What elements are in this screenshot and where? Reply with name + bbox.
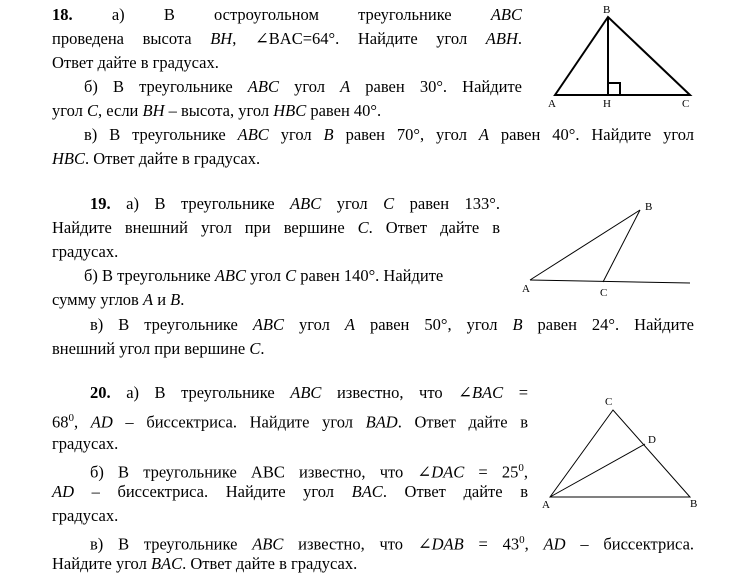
fig18-label-C: C xyxy=(682,98,690,110)
p20-line-7: в) В треугольнике ABC известно, что ∠DAB = $43^0$, AD – биссектриса. xyxy=(90,534,695,554)
p18-line-3: Ответ дайте в градусах. xyxy=(52,53,219,72)
p20-line-6: градусах. xyxy=(52,506,119,525)
italic-term: BAC xyxy=(150,554,183,573)
p19-line-4: б) В треугольнике ABC угол C равен 140°. Найдите xyxy=(84,266,444,285)
p19-line-2: Найдите внешний угол при вершине C. Ответ дайте в xyxy=(52,218,500,237)
fig20-label-A: A xyxy=(542,499,550,511)
p18-line-1-text: а) В остроугольном треугольнике ABC xyxy=(111,5,522,24)
italic-term: C xyxy=(285,266,297,285)
italic-term: ABC xyxy=(237,125,269,144)
italic-term: BH xyxy=(142,101,165,120)
italic-term: HBC xyxy=(273,101,307,120)
italic-term: AD xyxy=(90,412,113,432)
p19-line-3: градусах. xyxy=(52,242,119,261)
italic-term: B xyxy=(170,290,181,309)
italic-term: HBC xyxy=(52,149,85,168)
p18-number: 18. xyxy=(52,5,73,24)
italic-term: ABC xyxy=(214,266,247,285)
degree-superscript: 0 xyxy=(518,462,524,474)
italic-term: A xyxy=(478,125,489,144)
fig18-label-A: A xyxy=(548,98,556,110)
p19-line-1-text: а) В треугольнике ABC угол C равен 133°. xyxy=(126,194,501,213)
italic-term: ABC xyxy=(252,534,284,554)
fig20-label-C: C xyxy=(605,396,613,408)
fig20-label-D: D xyxy=(648,434,656,446)
italic-term: BAC xyxy=(351,482,383,501)
p20-line-1-text: а) В треугольнике ABC известно, что ∠BAC = xyxy=(126,383,529,402)
degree-superscript: 0 xyxy=(519,534,525,546)
italic-term: ABC xyxy=(290,194,322,213)
p18-line-7: HBC. Ответ дайте в градусах. xyxy=(52,149,261,168)
italic-term: ABC xyxy=(490,5,522,24)
italic-term: ABC xyxy=(252,315,284,334)
figure-18-triangle xyxy=(548,4,690,110)
italic-term: C xyxy=(357,218,369,237)
p20-line-5: AD – биссектриса. Найдите угол BAC. Ответ дайте в xyxy=(52,482,528,501)
p20-line-4: б) В треугольнике ABC известно, что ∠DAC = $25^0$, xyxy=(90,462,528,482)
italic-term: ∠DAC xyxy=(417,462,465,482)
degree-superscript: 0 xyxy=(68,412,74,424)
italic-term: ∠BAC xyxy=(458,383,504,402)
italic-term: A xyxy=(344,315,355,334)
fig19-label-A: A xyxy=(522,283,530,295)
p18-line-2: проведена высота BH, ∠BAC=64°. Найдите угол ABH. xyxy=(52,29,522,48)
fig18-label-B: B xyxy=(603,4,611,16)
p20-line-8: Найдите угол BAC. Ответ дайте в градусах. xyxy=(52,554,358,573)
p19-line-7: внешний угол при вершине C. xyxy=(52,339,265,358)
p20-number: 20. xyxy=(90,383,111,402)
p19-line-6: в) В треугольнике ABC угол A равен 50°, угол B равен 24°. Найдите xyxy=(90,315,694,334)
p20-line-3: градусах. xyxy=(52,434,119,453)
italic-term: C xyxy=(249,339,261,358)
p18-line-4: б) В треугольнике ABC угол A равен 30°. Найдите xyxy=(84,77,522,96)
fig19-label-C: C xyxy=(600,287,608,299)
fig19-label-B: B xyxy=(645,201,653,213)
p18-line-5: угол C, если BH – высота, угол HBC равен 40°. xyxy=(52,101,382,120)
italic-term: AD xyxy=(52,482,74,501)
italic-term: ABC xyxy=(247,77,279,96)
p18-line-6: в) В треугольнике ABC угол B равен 70°, угол A равен 40°. Найдите угол xyxy=(84,125,694,144)
italic-term: ABH xyxy=(485,29,518,48)
italic-term: B xyxy=(323,125,334,144)
italic-term: BAD xyxy=(365,412,398,432)
figure-19-triangle xyxy=(522,201,690,299)
p20-line-2: $68^0$, AD – биссектриса. Найдите угол BAD. Ответ дайте в xyxy=(52,412,528,432)
p19-line-5: сумму углов A и B. xyxy=(52,290,185,309)
fig18-label-H: H xyxy=(603,98,611,110)
fig20-label-B: B xyxy=(690,498,698,510)
italic-term: C xyxy=(87,101,99,120)
italic-term: A xyxy=(340,77,351,96)
italic-term: ∠DAB xyxy=(417,534,464,554)
italic-term: BH xyxy=(210,29,233,48)
figure-20-triangle xyxy=(542,396,697,511)
italic-term: B xyxy=(512,315,523,334)
italic-term: ABC xyxy=(290,383,322,402)
italic-term: A xyxy=(142,290,154,309)
italic-term: AD xyxy=(543,534,566,554)
italic-term: C xyxy=(383,194,395,213)
p19-number: 19. xyxy=(90,194,111,213)
